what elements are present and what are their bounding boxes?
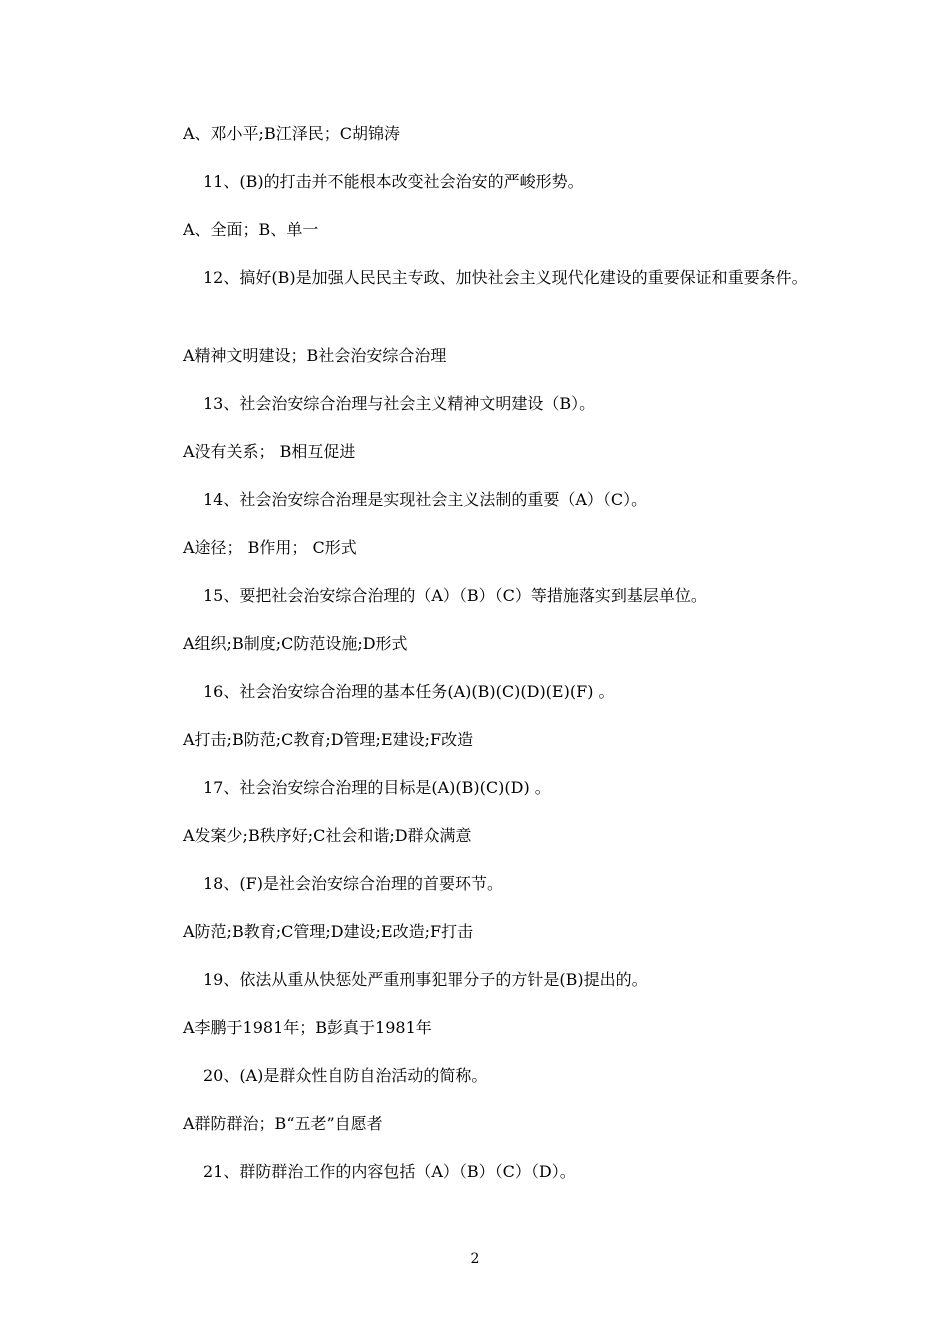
question-17: 17、社会治安综合治理的目标是(A)(B)(C)(D) 。: [203, 778, 551, 797]
answer-options-10: A、邓小平;B江泽民；C胡锦涛: [183, 124, 400, 143]
answer-options-15: A组织;B制度;C防范设施;D形式: [183, 634, 408, 653]
answer-options-20: A群防群治；B“五老”自愿者: [183, 1114, 383, 1133]
question-19: 19、依法从重从快惩处严重刑事犯罪分子的方针是(B)提出的。: [203, 970, 648, 989]
question-13: 13、社会治安综合治理与社会主义精神文明建设（B）。: [203, 394, 596, 413]
answer-options-14: A途径； B作用； C形式: [183, 538, 357, 557]
question-20: 20、(A)是群众性自防自治活动的简称。: [203, 1066, 488, 1085]
question-16: 16、社会治安综合治理的基本任务(A)(B)(C)(D)(E)(F) 。: [203, 682, 615, 701]
question-21: 21、群防群治工作的内容包括（A）（B）（C）（D）。: [203, 1162, 576, 1181]
answer-options-12: A精神文明建设；B社会治安综合治理: [183, 346, 447, 365]
question-11: 11、(B)的打击并不能根本改变社会治安的严峻形势。: [203, 172, 584, 191]
answer-options-18: A防范;B教育;C管理;D建设;E改造;F打击: [183, 922, 474, 941]
page-number: 2: [470, 1251, 480, 1267]
question-14: 14、社会治安综合治理是实现社会主义法制的重要（A）（C）。: [203, 490, 648, 509]
answer-options-13: A没有关系； B相互促进: [183, 442, 356, 461]
answer-options-19: A李鹏于1981年；B彭真于1981年: [183, 1018, 432, 1037]
question-18: 18、(F)是社会治安综合治理的首要环节。: [203, 874, 503, 893]
answer-options-11: A、全面；B、单一: [183, 220, 319, 239]
question-15: 15、要把社会治安综合治理的（A）（B）（C）等措施落实到基层单位。: [203, 586, 707, 605]
question-12: 12、搞好(B)是加强人民民主专政、加快社会主义现代化建设的重要保证和重要条件。: [203, 268, 808, 287]
answer-options-17: A发案少;B秩序好;C社会和谐;D群众满意: [183, 826, 472, 845]
answer-options-16: A打击;B防范;C教育;D管理;E建设;F改造: [183, 730, 474, 749]
